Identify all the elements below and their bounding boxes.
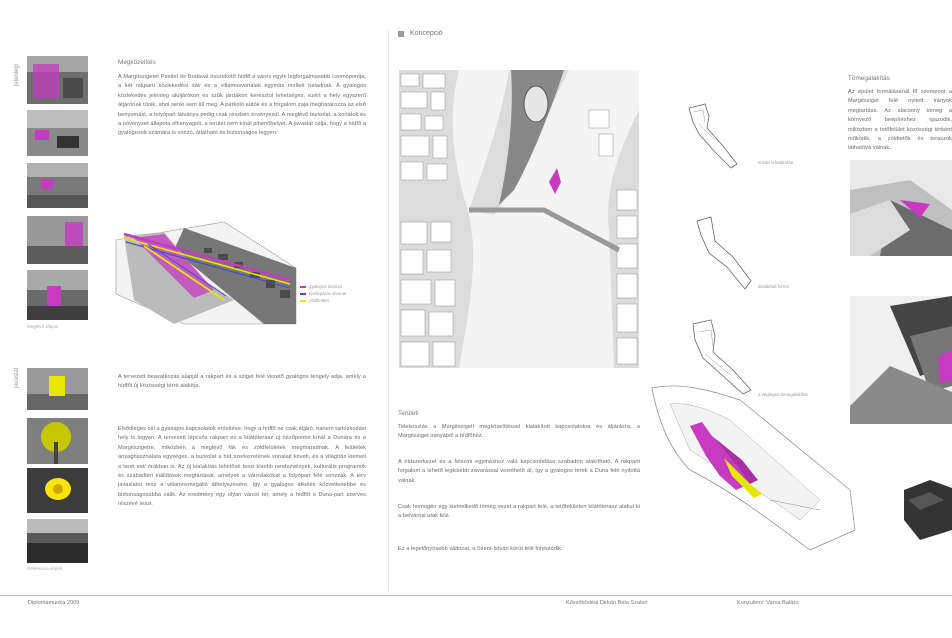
map-legend — [300, 284, 364, 303]
concept-sketch-1 — [685, 100, 745, 172]
photo-reference-1 — [27, 368, 88, 410]
photo-existing-4 — [27, 216, 88, 264]
concept-sketch-2 — [693, 215, 759, 293]
section1-text: A Margitszigetet Pesttel és Budával összekötő hídfő a város egyik legforgalmasabb csomópontja, a két rakparti közlekedési sáv és a villamosvonalak egymás mellett haladnak. A gyalogos közlekedés jelenleg aluljárókon és szűk járdákon keresztül lehetséges, ezért a hely egyszerű átjárónak tűnik, ahol senki sem áll meg. A parkoló autók és a forgalom zaja meghatározza az első benyomást, a folyópart látványa pedig csak részben érvényesül. A meglévő burkolat, a korlátok és a növényzet állapota elhanyagolt, a terület nem kínál pihenőhelyet. A javaslat célja, hogy a hídfő a gyalogosok számára is vonzó, átlátható és biztonságos legyen. — [118, 74, 366, 137]
legend-item-3: zöldfelület — [309, 298, 329, 303]
photo-existing-1 — [27, 56, 88, 104]
page-divider — [388, 30, 389, 590]
render-small — [900, 470, 952, 552]
footer-right: Konzulens: Varsa Balázs — [737, 600, 799, 606]
concept-caption-2: kialakított forma — [758, 284, 789, 289]
terulet-text-1: Telekosztás a Margitszigeti megközelítéssel kialakított kapcsolatokra és átjárásra, a Margitsziget irányából a hídfőhöz. — [398, 424, 640, 440]
legend-item-1: gyalogos útvonal — [309, 284, 342, 289]
render-top — [850, 160, 952, 256]
terulet-text-3: Csak homogén egy kiemelkedő tömeg vezet a rakpart felé, a tetőfelületen kilátóterasz alakul ki a belvárosi utak felé. — [398, 504, 640, 520]
footer-mid: Kőszöbödéai Dirkán Béla Szalon — [566, 600, 648, 606]
city-site-plan — [399, 70, 639, 368]
render-bottom — [850, 296, 952, 424]
footer-left: Diplomamunka 2009 — [28, 600, 80, 606]
site-map-diagram — [114, 220, 304, 328]
photo-caption-bottom: Referencia képek — [27, 566, 63, 571]
photo-reference-2 — [27, 418, 88, 464]
section-title-koncepcio: Koncepció — [410, 30, 443, 37]
photo-reference-3 — [27, 468, 88, 513]
tomeg-text: Az épület formálásánál fő szempont a Margitsziget felé nyitott irányok megtartása. Az alacsony tömeg a környező beépítéshez igazodik, miközben a tetőfelület közösségi térként működik, a zöldtetők és teraszok láthatóvá válnak. — [848, 89, 952, 152]
footer-rule — [0, 595, 952, 596]
vertical-label-top: jelenlegi — [14, 63, 20, 86]
mid-text: A tervezett beavatkozás alapját a rakpart és a sziget felé vezető gyalogos tengely adja, amely a hídfőt új közösségi térré alakítja. — [118, 374, 366, 390]
legend-item-2: kerékpáros útvonal — [309, 291, 347, 296]
terulet-text-2: A hídszerkezet és a felszíni egymáshoz való kapcsolódása szabadon alakítható. A rakparti forgalom a lehető legkisebb zavarással vezethető át, így a gyalogos terek a Duna felé nyitottá válnak. — [398, 459, 640, 484]
photo-reference-4 — [27, 519, 88, 563]
concept-caption-3: a végleges tömegalakítás — [758, 392, 808, 397]
section2-text: Elsődleges cél a gyalogos kapcsolatok erősítése, hogy a hídfő ne csak átjáró, hanem tartózkodási hely is legyen. A tervezett lépcsős rakpart és a kilátóterasz új nézőpontot kínál a Dunára és a Margitszigetre, miközben a meglévő fák és zöldfelületek megmaradnak. A felületek anyaghasználata egységes, a burkolat a híd szerkezetének vonalait követi, és a világítás kiemeli a teret esti órákban is. Az új kialakítás lehetővé teszi kisebb rendezvények, kulturális programok és szabadtéri kiállítások megtartását, amelyek a városlakókat a folyópart felé vonzzák. A terv javaslatot tesz a villamosmegálló áthelyezésére, így a gyalogos átkelés közvetlenebbé és biztonságosabbá válik. Az eredmény egy olyan városi tér, amely a hídfőt a Duna-part szerves részévé teszi. — [118, 426, 366, 508]
section-marker — [398, 31, 404, 37]
concept-caption-1: terület lehatárolás — [758, 160, 793, 165]
axonometric-massing — [650, 380, 860, 552]
photo-caption-top: Meglévő állapot — [27, 324, 59, 329]
photo-existing-3 — [27, 163, 88, 208]
vertical-label-bottom: javaslat — [14, 367, 20, 388]
terulet-text-4: Ez a legelőnyösebb változat, a Szent-István körút felé folytatódik. — [398, 546, 563, 552]
photo-existing-5 — [27, 270, 88, 320]
section1-title: Megközelítés — [118, 59, 156, 66]
terulet-title: Területi — [398, 410, 419, 417]
tomeg-title: Tömegalakítás — [848, 75, 890, 82]
photo-existing-2 — [27, 110, 88, 156]
